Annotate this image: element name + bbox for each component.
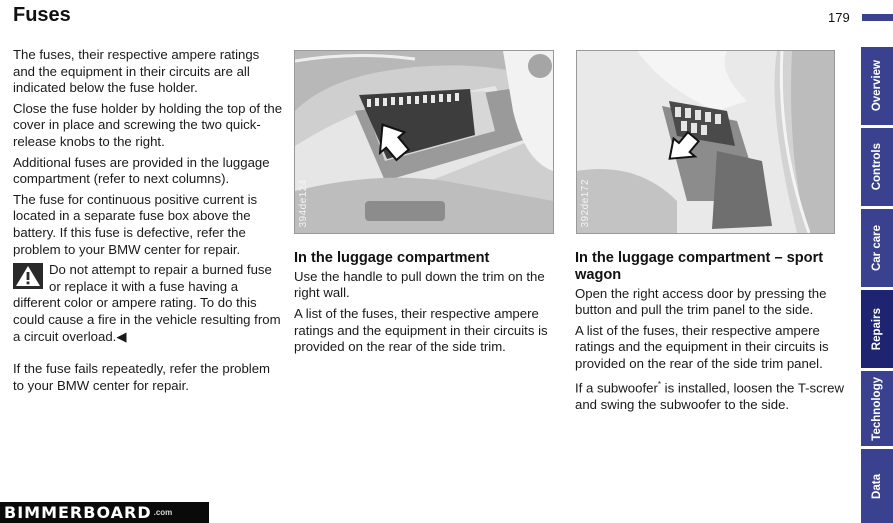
paragraph: Open the right access door by pressing the button and pull the trim panel to the side.: [575, 285, 827, 318]
paragraph: If the fuse fails repeatedly, refer the problem to your BMW center for repair.: [13, 361, 271, 393]
subwoofer-text-end: is installed, loosen the T-screw and swing the subwoofer to the side.: [575, 379, 844, 412]
bimmerboard-logo: [0, 502, 209, 523]
image-code: 392de172: [580, 178, 591, 227]
tab-label: Data: [871, 473, 883, 499]
column-luggage-text: [294, 250, 564, 360]
paragraph: Additional fuses are provided in the luggage compartment (refer to next columns).: [13, 154, 270, 187]
tab-overview[interactable]: [861, 47, 893, 125]
logo-text: BIMMERBOARD: [4, 503, 152, 522]
paragraph: The fuse for continuous positive current is located in a separate fuse box above the battery. If this fuse is defective, refer the problem to your BMW center for repair.: [13, 191, 258, 257]
image-code: 394de124: [298, 178, 309, 227]
page-title: Fuses: [13, 4, 71, 26]
paragraph: A list of the fuses, their respective ampere ratings and the equipment in their circuits is provided on the rear of the side trim.: [294, 305, 548, 355]
tab-label: Car care: [871, 224, 883, 272]
header-accent-bar: [862, 14, 893, 21]
tab-controls[interactable]: [861, 128, 893, 206]
tab-technology[interactable]: [861, 371, 893, 446]
tab-data[interactable]: [861, 449, 893, 523]
section-heading: In the luggage compartment – sport wagon: [575, 250, 824, 283]
section-heading: In the luggage compartment: [294, 250, 490, 266]
tab-label: Technology: [871, 376, 883, 441]
warning-note: [13, 262, 283, 345]
page-number: 179: [828, 10, 850, 25]
paragraph: A list of the fuses, their respective ampere ratings and the equipment in their circuits is provided on the rear of the side trim panel.: [575, 322, 829, 371]
column-sport-wagon-text: [575, 250, 845, 417]
option-asterisk: *: [657, 379, 661, 389]
tab-car-care[interactable]: [861, 209, 893, 287]
paragraph: Close the fuse holder by holding the top of the cover in place and screwing the two quick-release knobs to the right.: [13, 100, 283, 149]
paragraph: [575, 377, 845, 414]
paragraph: Use the handle to pull down the trim on the right wall.: [294, 268, 545, 301]
warning-text: Do not attempt to repair a burned fuse or replace it with a fuse having a different color or ampere rating. To do this could cause a fire in the vehicle resulting from a circuit overload.: [13, 262, 281, 344]
sport-wagon-fuse-photo: [576, 50, 835, 234]
wagon-fuse-illustration: [577, 51, 834, 233]
warning-triangle-icon: [13, 263, 43, 289]
paragraph: The fuses, their respective ampere ratings and the equipment in their circuits are all indicated below the fuse holder.: [13, 47, 260, 96]
logo-domain: .com: [153, 508, 173, 517]
fuse-box-illustration: [295, 51, 553, 233]
column-fuses-text: [13, 47, 283, 398]
tab-label: Controls: [871, 143, 883, 191]
tab-label: Overview: [871, 60, 883, 112]
tab-repairs[interactable]: [861, 290, 893, 368]
subwoofer-text-start: If a subwoofer: [575, 379, 658, 395]
luggage-fuse-photo: [294, 50, 554, 234]
tab-label: Repairs: [871, 307, 883, 351]
end-mark: ◀: [116, 328, 127, 344]
